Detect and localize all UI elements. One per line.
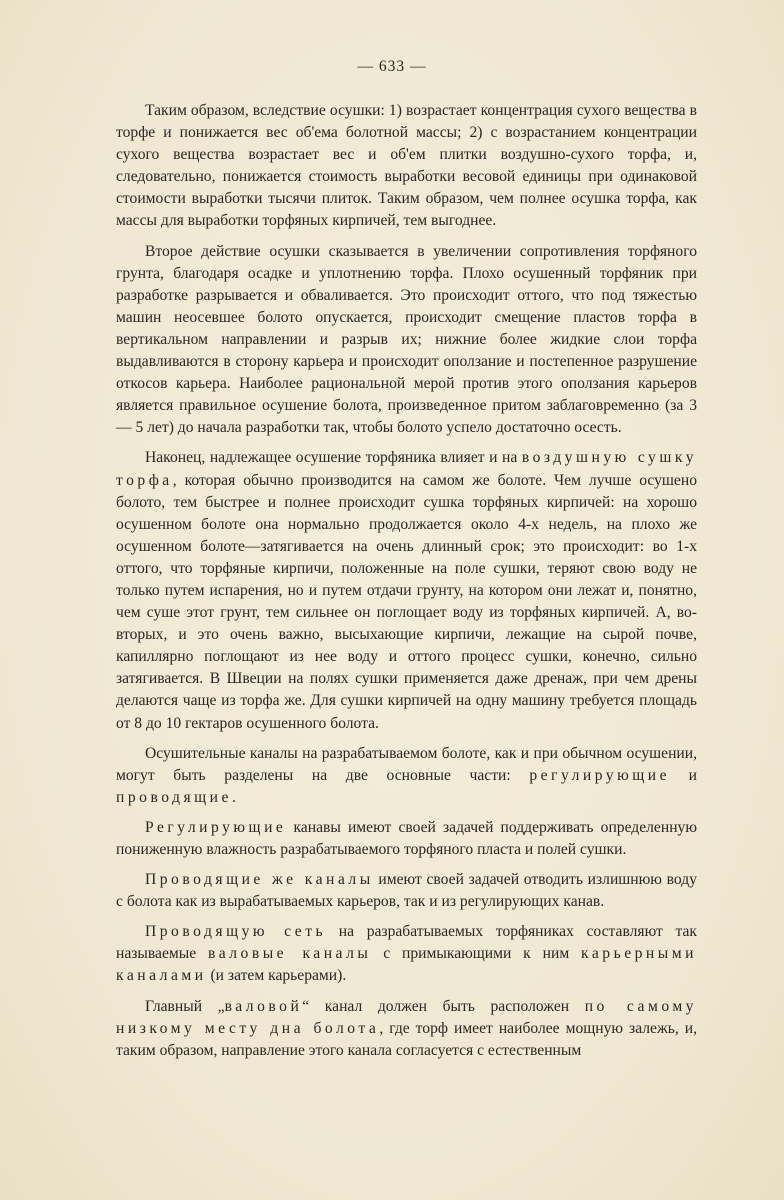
text-run: . (231, 788, 236, 806)
spaced-emphasis: валовой (224, 997, 303, 1015)
text-run: имеют своей задачей отводить излишнюю воду с болота как из вырабатываемых карьеров, так и из регулирующих канав. (116, 871, 697, 911)
text-run: и (670, 766, 697, 784)
text-run: , которая обычно производится на самом же болоте. Чем лучше осушено болото, тем быстрее и полнее происходит сушка торфяных кирпичей: на хорошо осушенном болоте она нормально продолжается около 4-х недель, на плохо же осушенном болоте—затягивается на очень длинный срок; это происходит: во 1-х оттого, что торфяные кирпичи, положенные на поле сушки, теряют свою воду не только путем испарения, но и путем отдачи грунту, на котором они лежат и, понятно, чем суше этот грунт, тем сильнее он поглощает воду из торфяных кирпичей. А, во-вторых, и это очень важно, высыхающие кирпичи, лежащие на сырой почве, капиллярно поглощают из нее воду и оттого процесс сушки, конечно, сильно затягивается. В Швеции на полях сушки применяется даже дренаж, при чем дрены делаются чаще из торфа же. Для сушки кирпичей на одну машину требуется площадь от 8 до 10 гектаров осушенного болота. (116, 471, 697, 732)
paragraph (116, 241, 697, 440)
body-text (116, 100, 697, 1070)
paragraph (116, 869, 697, 913)
text-run: Таким образом, вследствие осушки: 1) возрастает концентрация сухого вещества в торфе и понижается вес об'ема болотной массы; 2) с возрастанием концентрации сухого вещества возрастает вес и об'ем плитки воздушно-сухого торфа, и, следовательно, понижается стоимость выработки весовой единицы при одинаковой стоимости выработки тысячи плиток. Таким образом, чем полнее осушка торфа, как массы для выработки торфяных кирпичей, тем выгоднее. (116, 102, 697, 230)
text-run: канавы имеют своей задачей поддерживать определенную пониженную влажность разрабатываемого торфяного пласта и полей сушки. (116, 818, 697, 858)
page-number: — 633 — (357, 58, 427, 75)
paragraph (116, 447, 697, 734)
text-run: на разрабатываемых торфяниках составляют так называемые (116, 923, 697, 963)
paragraph (116, 100, 697, 233)
spaced-emphasis: регулирующие (529, 766, 671, 784)
text-run: , где торф имеет наиболее мощную залежь, и, таким образом, направление этого канала согласуется с естественным (116, 1019, 697, 1059)
paragraph (116, 996, 697, 1062)
text-run: Наконец, надлежащее осушение торфяника влияет и на (145, 449, 522, 467)
paragraph (116, 921, 697, 987)
text-run: Осушительные каналы на разрабатываемом болоте, как и при обычном осушении, могут быть разделены на две основные части: (116, 744, 697, 784)
text-run: Главный „ (145, 997, 225, 1015)
paragraph (116, 743, 697, 809)
spaced-emphasis: проводящие (116, 788, 232, 806)
spaced-emphasis: Проводящую сеть (145, 923, 327, 941)
spaced-emphasis: Регулирующие (145, 818, 287, 836)
spaced-emphasis: по самому низкому месту дна болота (116, 997, 697, 1037)
text-run: (и затем карьерами). (206, 967, 347, 985)
text-run: Второе действие осушки сказывается в увеличении сопротивления торфяного грунта, благодаря осадке и уплотнению торфа. Плохо осушенный торфяник при разработке разрывается и обваливается. Это происходит оттого, что под тяжестью машин неосевшее болото опускается, происходит смещение пластов торфа в вертикальном направлении и разрыв их; нижние более жидкие слои торфа выдавливаются в сторону карьера и происходит оползание и постепенное разрушение откосов карьера. Наиболее рациональной мерой против этого оползания карьеров является правильное осушение болота, произведенное притом заблаговременно (за 3 — 5 лет) до начала разработки так, чтобы болото успело достаточно осесть. (116, 242, 697, 437)
paragraph (116, 817, 697, 861)
spaced-emphasis: валовые каналы (208, 945, 372, 963)
spaced-emphasis: воздушную сушку торфа (116, 449, 697, 489)
text-run: “ канал должен быть расположен (302, 997, 585, 1015)
text-run: с примыкающими к ним (371, 945, 582, 963)
spaced-emphasis: Проводящие же каналы (145, 871, 374, 889)
spaced-emphasis: карьерными каналами (116, 945, 697, 985)
